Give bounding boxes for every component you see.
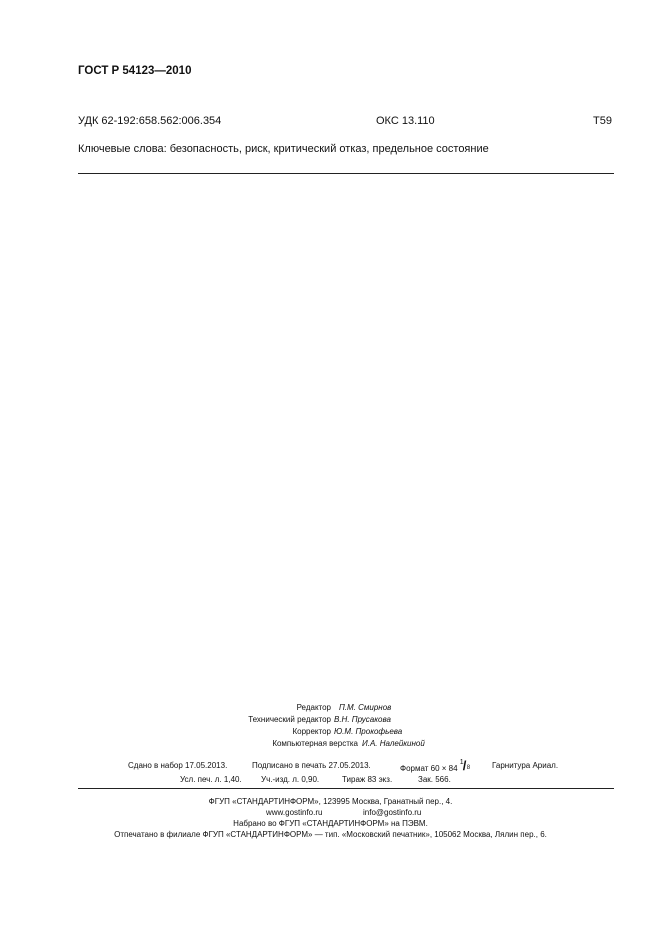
format-prefix: Формат 60 × 84: [400, 764, 458, 773]
keywords-line: Ключевые слова: безопасность, риск, критический отказ, предельное состояние: [78, 143, 489, 155]
credit-corrector-name-row: [334, 726, 402, 738]
footer-printed: [0, 830, 661, 839]
udk-code: УДК 62-192:658.562:006.354: [78, 115, 222, 127]
credit-name: Ю.М. Прокофьева: [334, 727, 403, 736]
imprint-print-sheets: Усл. печ. л. 1,40.: [180, 775, 242, 784]
credit-name: В.Н. Прусакова: [334, 715, 391, 724]
printed-note: Отпечатано в филиале ФГУП «СТАНДАРТИНФОРМ» — тип. «Московский печатник», 105062 Москва, Лялин пер., 6.: [114, 830, 547, 839]
imprint-format: [400, 758, 474, 773]
credit-role: Технический редактор: [248, 715, 331, 724]
document-code: ГОСТ Р 54123—2010: [78, 65, 192, 77]
credit-role: Компьютерная верстка: [272, 739, 358, 748]
typeset-note: Набрано во ФГУП «СТАНДАРТИНФОРМ» на ПЭВМ.: [233, 819, 428, 828]
imprint-print-date: Подписано в печать 27.05.2013.: [252, 761, 371, 770]
credit-editor: [0, 702, 331, 714]
fraction-denominator: 8: [466, 765, 471, 771]
credit-layout-name-row: [362, 738, 425, 750]
footer-email[interactable]: info@gostinfo.ru: [363, 808, 422, 817]
footer-typeset: [0, 819, 661, 828]
fraction-numerator: 1: [459, 759, 464, 766]
imprint-pub-sheets: Уч.-изд. л. 0,90.: [261, 775, 320, 784]
footer-website[interactable]: www.gostinfo.ru: [266, 808, 323, 817]
credit-role: Корректор: [292, 727, 331, 736]
classification-code: Т59: [593, 115, 612, 127]
footer-divider: [78, 788, 614, 789]
imprint-order: Зак. 566.: [418, 775, 451, 784]
imprint-font: Гарнитура Ариал.: [492, 761, 559, 770]
footer-publisher: [0, 797, 661, 806]
imprint-set-date: Сдано в набор 17.05.2013.: [128, 761, 228, 770]
credit-role: Редактор: [296, 703, 331, 712]
credit-corrector: [0, 726, 331, 738]
imprint-copies: Тираж 83 экз.: [342, 775, 393, 784]
credit-tech-editor: [0, 714, 331, 726]
credit-editor-name-row: [339, 702, 391, 714]
credit-layout: [0, 738, 358, 750]
top-divider: [78, 173, 614, 174]
credit-name: И.А. Налейкиной: [362, 739, 425, 748]
format-fraction: [459, 758, 474, 773]
publisher-address: ФГУП «СТАНДАРТИНФОРМ», 123995 Москва, Гранатный пер., 4.: [208, 797, 453, 806]
fraction-slash: /: [462, 758, 467, 773]
credit-name: П.М. Смирнов: [339, 703, 392, 712]
credit-tech-editor-name-row: [334, 714, 391, 726]
oks-code: ОКС 13.110: [376, 115, 435, 127]
